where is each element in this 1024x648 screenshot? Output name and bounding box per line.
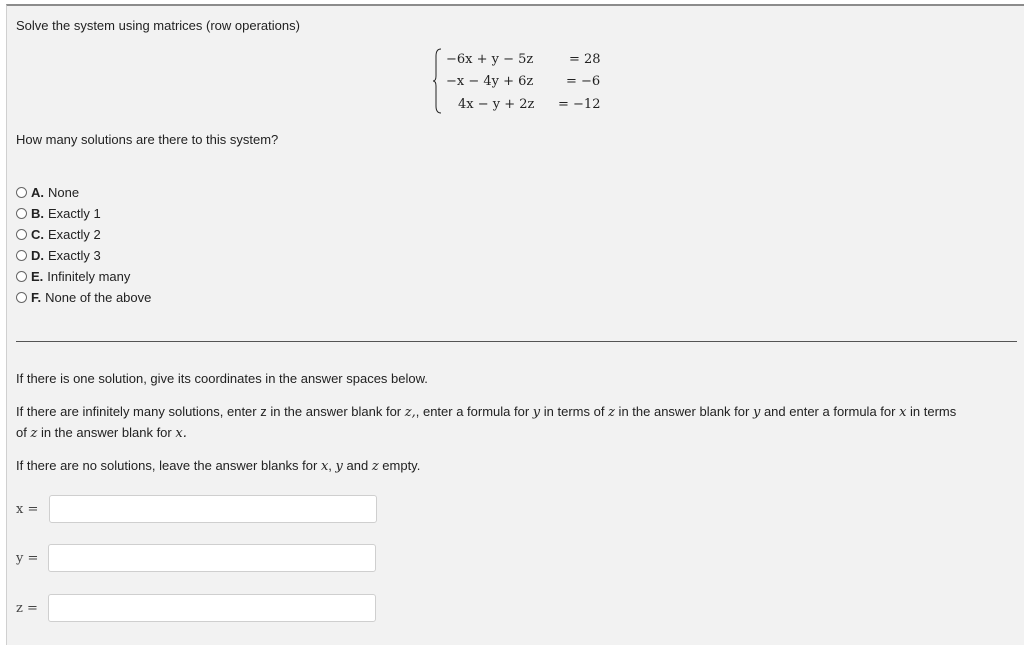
option-label: Exactly 1 — [48, 206, 101, 221]
option-label: None of the above — [45, 290, 152, 305]
x-answer-input[interactable] — [49, 495, 377, 523]
z-answer-input[interactable] — [48, 594, 376, 622]
x-label: x = — [16, 502, 39, 517]
y-answer-input[interactable] — [48, 544, 376, 572]
option-label: Exactly 2 — [48, 227, 101, 242]
z-label: z = — [16, 601, 38, 616]
section-divider — [16, 341, 1017, 342]
equation-3-lhs: 4x − y + 2z — [458, 97, 535, 112]
option-a[interactable] — [16, 185, 79, 200]
equation-2-rhs: = −6 — [566, 74, 601, 89]
left-brace-icon — [432, 48, 442, 114]
equation-1-rhs: = 28 — [569, 52, 601, 67]
question-title: Solve the system using matrices (row operations) — [16, 18, 300, 33]
option-e[interactable] — [16, 269, 130, 284]
instruction-no-solutions: If there are no solutions, leave the answer blanks for x, y and z empty. — [16, 458, 421, 474]
radio-f[interactable] — [16, 292, 27, 303]
equation-3-rhs: = −12 — [558, 97, 601, 112]
radio-d[interactable] — [16, 250, 27, 261]
option-f[interactable] — [16, 290, 151, 305]
option-c[interactable] — [16, 227, 101, 242]
option-letter: F. — [31, 290, 42, 305]
instruction-one-solution: If there is one solution, give its coordinates in the answer spaces below. — [16, 371, 428, 386]
option-d[interactable] — [16, 248, 101, 263]
radio-c[interactable] — [16, 229, 27, 240]
option-label: Infinitely many — [47, 269, 131, 284]
option-letter: B. — [31, 206, 44, 221]
option-letter: C. — [31, 227, 44, 242]
option-label: None — [48, 185, 80, 200]
radio-b[interactable] — [16, 208, 27, 219]
equation-1-lhs: −6x + y − 5z — [446, 52, 534, 67]
radio-a[interactable] — [16, 187, 27, 198]
radio-e[interactable] — [16, 271, 27, 282]
y-label: y = — [16, 551, 39, 566]
equation-2-lhs: −x − 4y + 6z — [446, 74, 534, 89]
option-letter: E. — [31, 269, 44, 284]
instruction-infinite-solutions: If there are infinitely many solutions, enter z in the answer blank for z,, enter a formula for y in terms of z in the answer blank for y and enter a formula for x in terms of z in the answer blank for x. — [16, 404, 957, 441]
solutions-prompt: How many solutions are there to this system? — [16, 132, 279, 147]
option-b[interactable] — [16, 206, 101, 221]
option-label: Exactly 3 — [48, 248, 101, 263]
option-letter: A. — [31, 185, 44, 200]
option-letter: D. — [31, 248, 44, 263]
